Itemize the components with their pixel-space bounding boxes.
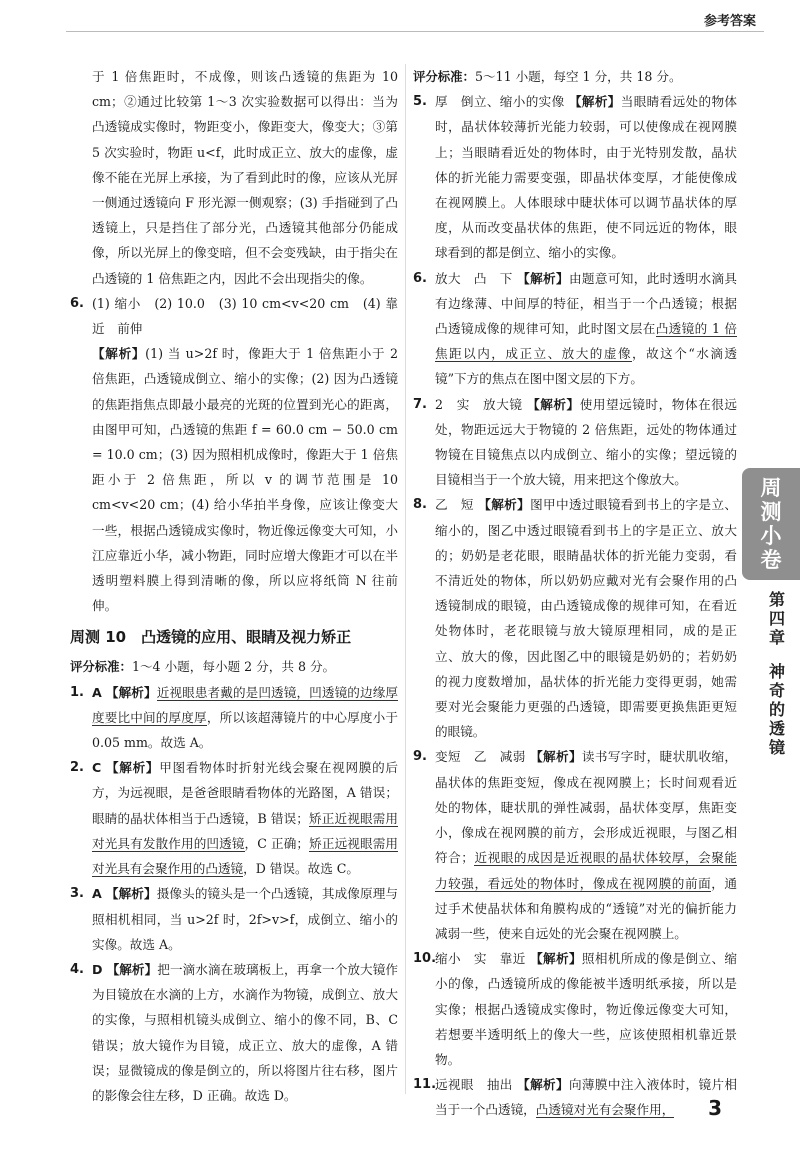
q8-item	[413, 492, 737, 744]
q6-analysis: (1) 当 u>2f 时，像距大于 1 倍焦距小于 2 倍焦距，凸透镜成倒立、缩小的实像；(2) 因为凸透镜的焦距指焦点即最小最亮的光斑的位置到光心的距离，由图甲可知，凸透镜的焦距 f = 60.0 cm − 50.0 cm = 10.0 cm；(3) 因为照相机成像时，像距大于 1 倍焦距小于 2 倍焦距，所以 v 的调节范围是 10 cm<v<20 cm；(4) 给小华拍半身像，应该让像变大一些，根据凸透镜成实像时，物近像远像变大可知，小江应靠近小华，减小物距，同时应增大像距才可以在半透明塑料膜上得到清晰的像，所以应将纸筒 N 往前伸。	[92, 346, 398, 614]
standard-text: 5～11 小题，每空 1 分，共 18 分。	[474, 69, 682, 84]
q4-item	[70, 957, 398, 1108]
underlined-text: 凸透镜对光有会聚作用，	[535, 1102, 675, 1118]
standard-label: 评分标准：	[413, 69, 475, 84]
q6-answer: 放大 凸 下	[435, 270, 513, 286]
q9-answer: 变短 乙 减弱	[435, 749, 526, 765]
q7-answer: 2 实 放大镜	[435, 396, 523, 412]
analysis-label: 【解析】	[105, 886, 157, 902]
scoring-standard	[413, 64, 737, 89]
q8-answer: 乙 短	[435, 497, 474, 513]
question-number: 11.	[413, 1077, 437, 1093]
q11-answer: 远视眼 抽出	[435, 1077, 513, 1093]
underlined-text: 近视眼患者戴的是凹透镜，凹透镜的边缘厚度要比中间的厚度厚	[92, 684, 399, 725]
standard-label: 评分标准：	[70, 659, 132, 675]
header-divider	[66, 31, 764, 32]
right-column	[413, 64, 737, 1123]
chapter-title	[762, 662, 792, 757]
section-title: 周测 10 凸透镜的应用、眼睛及视力矫正	[70, 628, 352, 647]
chapter-char: 四	[768, 609, 785, 628]
q2-item	[70, 755, 398, 881]
q10-item	[413, 946, 737, 1072]
chapter-title-char: 神	[768, 662, 785, 681]
underlined-text: 矫正近视眼需用对光具有发散作用的凹透镜	[92, 810, 398, 851]
chapter-char: 章	[768, 628, 785, 647]
q10-answer: 缩小 实 靠近	[435, 951, 526, 967]
q1-item	[70, 680, 398, 756]
q11-pre: 向薄膜中注入液体时，镜片相当于一个凸透镜，	[435, 1077, 738, 1118]
question-number: 7.	[413, 396, 427, 412]
underlined-text: 凸透镜的 1 倍焦距以内，成正立、放大的虚像	[435, 321, 737, 362]
analysis-label: 【解析】	[105, 760, 160, 776]
chapter-title-char: 的	[768, 700, 785, 719]
q9-pre: 读书写字时，睫状肌收缩，晶状体的焦距变短，像成在视网膜上；长时间观看近处的物体，睫状肌的弹性减弱，晶状体变厚，焦距变小，像成在视网膜的前方，会形成近视眼，与图乙相符合；	[435, 749, 738, 866]
q3-item	[70, 881, 398, 957]
question-number: 10.	[413, 951, 437, 967]
q7-text: 使用望远镜时，物体在很远处，物距远远大于物镜的 2 倍焦距，远处的物体通过物镜在目镜焦点以内成倒立、缩小的实像；望远镜的目镜相当于一个放大镜，用来把这个像放大。	[435, 396, 738, 488]
scoring-standard	[70, 654, 398, 679]
analysis-label: 【解析】	[92, 346, 146, 362]
analysis-label: 【解析】	[517, 270, 569, 286]
q6-post: ，故这个“水滴透镜”下方的焦点在图中图文层的下方。	[435, 346, 737, 387]
underlined-text: 矫正远视眼需用对光具有会聚作用的凸透镜	[92, 835, 399, 877]
question-number: 8.	[413, 497, 427, 513]
q7-item	[413, 392, 737, 493]
q10-text: 照相机所成的像是倒立、缩小的像，凸透镜所成的像能被半透明纸承接，所以是实像；根据凸透镜成实像时，物近像远像变大可知，若想要半透明纸上的像大一些，应该使照相机靠近景物。	[435, 951, 738, 1067]
q6-right-item	[413, 266, 737, 392]
q1-rest: ，所以该超薄镜片的中心厚度小于 0.05 mm。故选 A。	[92, 709, 399, 751]
analysis-label: 【解析】	[568, 94, 621, 110]
q6-answer: (1) 缩小 (2) 10.0 (3) 10 cm<v<20 cm (4) 靠近 前伸	[92, 295, 398, 337]
q2-pre: 甲图看物体时折射光线会聚在视网膜的后方，为远视眼，是爸爸眼睛看物体的光路图，A 错误；眼睛的晶状体相当于凸透镜，B 错误；	[92, 760, 399, 826]
chapter-title-char: 镜	[768, 738, 785, 757]
tab-char: 卷	[760, 548, 782, 572]
q11-item	[413, 1072, 737, 1122]
q5-text: 当眼睛看远处的物体时，晶状体较薄折光能力较弱，可以使像成在视网膜上；当眼睛看近处的物体时，由于光特别发散，晶状体的折光能力需要变强，即晶状体变厚，才能使像成在视网膜上。人体眼球中睫状体可以调节晶状体的厚度，从而改变晶状体的焦距，使不同远近的物体，眼球看到的都是倒立、缩小的实像。	[435, 94, 738, 261]
underlined-text: 近视眼的成因是近视眼的晶状体较厚，会聚能力较强，看远处的物体时，像成在视网膜的前面	[435, 850, 738, 891]
analysis-label: 【解析】	[105, 684, 157, 700]
page-number: 3	[708, 1096, 722, 1120]
tab-char: 周	[760, 476, 782, 500]
standard-text: 1～4 小题，每小题 2 分，共 8 分。	[131, 659, 336, 675]
q5-answer: 厚 倒立、缩小的实像	[435, 94, 565, 110]
q8-text: 图甲中透过眼镜看到书上的字是立、缩小的，图乙中透过眼镜看到书上的字是正立、放大的；奶奶是老花眼，眼睛晶状体的折光能力变弱，看不清近处的物体，所以奶奶应戴对光有会聚作用的凸透镜制成的眼镜，由凸透镜成像的规律可知，在看近处物体时，老花眼镜与放大镜原理相同，成的是正立、放大的像，因此图乙中的眼镜是奶奶的；若奶奶的视力度数增加，晶状体的折光能力变得更弱，她需要对光会聚能力更强的凸透镜，即需要更换焦距更短的眼镜。	[435, 497, 738, 740]
analysis-label: 【解析】	[478, 497, 531, 513]
continued-paragraph: 于 1 倍焦距时，不成像，则该凸透镜的焦距为 10 cm；②通过比较第 1～3 次实验数据可以得出：当为凸透镜成实像时，物距变小，像距变大，像变大；③第 5 次实验时，物距 u<f，此时成正立、放大的虚像，虚像不能在光屏上承接，为了看到此时的像，应该从光屏一侧通过透镜向 F 形光源一侧观察；(3) 手指碰到了凸透镜上，只是挡住了部分光，凸透镜其他部分仍能成像，所以光屏上的像变暗，但不会变残缺，由于指尖在凸透镜的 1 倍焦距之内，因此不会出现指尖的像。	[92, 69, 398, 286]
tab-char: 测	[760, 500, 782, 524]
chapter-char: 第	[768, 590, 785, 609]
chapter-title-char: 透	[768, 719, 785, 738]
question-number: 1.	[70, 684, 84, 700]
q9-item	[413, 744, 737, 946]
analysis-label: 【解析】	[106, 961, 158, 977]
question-number: 5.	[413, 94, 427, 110]
question-number: 2.	[70, 760, 84, 776]
choice-answer: C	[92, 760, 102, 776]
question-number: 6.	[70, 295, 84, 311]
choice-answer: D	[92, 961, 103, 977]
chapter-label	[762, 590, 792, 647]
question-number: 9.	[413, 749, 427, 765]
q6-left-item	[70, 291, 398, 619]
tab-char: 小	[760, 524, 782, 548]
q5-item	[413, 89, 737, 265]
question-number: 3.	[70, 886, 84, 902]
choice-answer: A	[92, 886, 102, 902]
q3-text: 摄像头的镜头是一个凸透镜，其成像原理与照相机相同，当 u>2f 时，2f>v>f，成倒立、缩小的实像。故选 A。	[92, 886, 399, 952]
analysis-label: 【解析】	[527, 396, 580, 412]
analysis-label: 【解析】	[530, 951, 582, 967]
chapter-title-char: 奇	[768, 681, 785, 700]
weekly-test-tab[interactable]	[742, 468, 800, 580]
q6-pre: 由题意可知，此时透明水滴具有边缘薄、中间厚的特征，相当于一个凸透镜；根据凸透镜成像的规律可知，此时图文层在	[435, 270, 738, 337]
q9-post: ，通过手术使晶状体和角膜构成的“透镜”对光的偏折能力减弱一些，使来自远处的光会聚在视网膜上。	[435, 875, 738, 941]
q2-mid: ，C 正确；	[244, 835, 310, 851]
column-divider	[405, 64, 406, 1094]
q4-text: 把一滴水滴在玻璃板上，再拿一个放大镜作为目镜放在水滴的上方，水滴作为物镜，成倒立、放大的实像，与照相机镜头成倒立、缩小的像不同，B、C 错误；放大镜作为目镜，成正立、放大的虚像，A 错误；显微镜成的像是倒立的，所以将图片往右移，图片的影像会往左移，D 正确。故选 D。	[92, 961, 399, 1103]
analysis-label: 【解析】	[530, 749, 582, 765]
header-label: 参考答案	[703, 14, 756, 29]
q2-post: ，D 错误。故选 C。	[243, 861, 360, 877]
question-number: 6.	[413, 270, 427, 286]
question-number: 4.	[70, 961, 84, 977]
analysis-label: 【解析】	[517, 1077, 569, 1093]
left-column	[70, 64, 398, 1108]
choice-answer: A	[92, 684, 102, 700]
